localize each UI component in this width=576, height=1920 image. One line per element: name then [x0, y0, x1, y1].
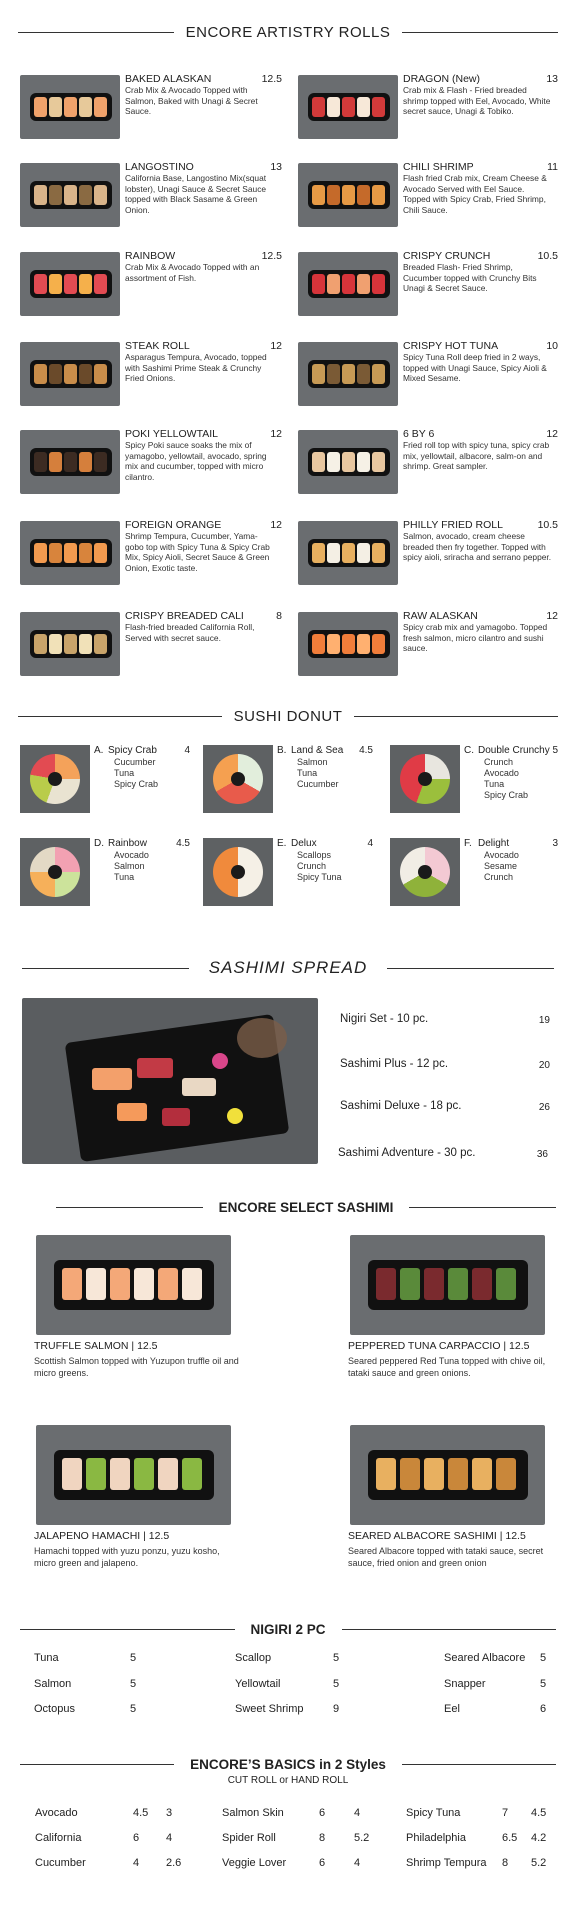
sashimi-slice — [424, 1458, 444, 1490]
roll-name: CRISPY BREADED CALI — [125, 610, 244, 622]
roll-item — [20, 73, 282, 153]
sashimi-slice — [400, 1268, 420, 1300]
sashimi-slice — [400, 1458, 420, 1490]
donut-photo — [390, 838, 460, 906]
sashimi-spread-header — [22, 958, 554, 978]
basic-roll-name: Shrimp Tempura — [406, 1857, 487, 1869]
nigiri-price: 5 — [540, 1678, 547, 1690]
donut-letter: C. — [464, 745, 474, 756]
roll-name: LANGOSTINO — [125, 161, 194, 173]
donut-letter: A. — [94, 745, 104, 756]
cut-roll-price: 7 — [502, 1807, 509, 1819]
roll-name: POKI YELLOWTAIL — [125, 428, 218, 440]
roll-name: CRISPY HOT TUNA — [403, 340, 499, 352]
roll-item — [298, 428, 558, 508]
salmon-slice — [92, 1068, 132, 1090]
donut-name: Land & Sea — [291, 745, 344, 756]
donut-center — [48, 772, 62, 786]
roll-price: 8 — [276, 610, 282, 622]
select-sashimi-item — [34, 1340, 239, 1379]
sashimi-set-price: 20 — [538, 1060, 550, 1071]
donut-ingredients: Crunch Avocado Tuna Spicy Crab — [484, 757, 529, 800]
basic-roll-name: Cucumber — [35, 1857, 86, 1869]
cut-roll-price: 4 — [133, 1857, 140, 1869]
nigiri-price: 5 — [540, 1652, 547, 1664]
roll-description: Crab Mix & Avocado Topped with an assortment of Fish. — [125, 262, 260, 283]
roll-name: CHILI SHRIMP — [403, 161, 474, 173]
sashimi-slice — [134, 1268, 154, 1300]
roll-price: 13 — [546, 73, 558, 85]
sashimi-spread-photo — [22, 998, 318, 1164]
sashimi-set-row — [340, 1058, 550, 1070]
hand-roll-price: 4.5 — [531, 1807, 547, 1819]
roll-name: STEAK ROLL — [125, 340, 190, 352]
sashimi-slice — [448, 1268, 468, 1300]
sashimi-slice — [182, 1458, 202, 1490]
sashimi-name: JALAPENO HAMACHI | 12.5 — [34, 1530, 170, 1542]
cut-roll-price: 4.5 — [133, 1807, 149, 1819]
roll-description: Salmon, avocado, cream cheese breaded then fry together. Topped with spicy aioli, sriracha and serrano pepper. — [403, 531, 552, 563]
donut-letter: D. — [94, 838, 104, 849]
hand-roll-price: 2.6 — [166, 1857, 182, 1869]
roll-description: Spicy crab mix and yamagobo. Topped fresh salmon, micro cilantro and sushi sauce. — [403, 622, 548, 654]
sashimi-slice — [158, 1268, 178, 1300]
nigiri-header — [20, 1622, 556, 1637]
roll-item — [298, 73, 558, 153]
donut-ingredients: Cucumber Tuna Spicy Crab — [114, 757, 159, 789]
sashimi-set-price: 36 — [536, 1149, 548, 1160]
sashimi-slice — [376, 1458, 396, 1490]
basic-roll-name: Veggie Lover — [222, 1857, 287, 1869]
sashimi-slice — [110, 1458, 130, 1490]
roll-name: CRISPY CRUNCH — [403, 250, 491, 262]
nigiri-item — [34, 1678, 140, 1690]
donut-center — [418, 772, 432, 786]
salmon-slice — [117, 1103, 147, 1121]
donut-center — [231, 772, 245, 786]
roll-item — [298, 610, 558, 690]
donut-letter: E. — [277, 838, 287, 849]
section-title: ENCORE’S BASICS in 2 Styles — [190, 1757, 386, 1772]
roll-price: 10.5 — [537, 250, 558, 262]
sashimi-name: SEARED ALBACORE SASHIMI | 12.5 — [348, 1530, 526, 1542]
donut-item — [20, 745, 190, 815]
divider-line — [18, 32, 174, 33]
seaweed-garnish — [237, 1018, 287, 1058]
roll-description: Shrimp Tempura, Cucumber, Yama-gobo top with Spicy Tuna & Spicy Crab Mix, Spicy Aioli, Secret Sauce & Green Onion, Exotic taste. — [125, 531, 270, 573]
basic-roll-name: Spider Roll — [222, 1832, 276, 1844]
select-sashimi-item — [348, 1340, 553, 1379]
cut-roll-price: 6 — [319, 1857, 326, 1869]
sashimi-set-name: Sashimi Deluxe - 18 pc. — [340, 1100, 462, 1112]
basic-roll-item — [406, 1807, 551, 1819]
sashimi-slice — [448, 1458, 468, 1490]
basic-roll-name: Salmon Skin — [222, 1807, 284, 1819]
nigiri-name: Tuna — [34, 1652, 59, 1664]
sashimi-name: PEPPERED TUNA CARPACCIO | 12.5 — [348, 1340, 530, 1352]
flower-garnish — [212, 1053, 228, 1069]
basics-header — [20, 1757, 556, 1772]
roll-name: FOREIGN ORANGE — [125, 519, 222, 531]
cut-roll-price: 6.5 — [502, 1832, 518, 1844]
roll-price: 10.5 — [537, 519, 558, 531]
roll-price: 12.5 — [261, 73, 282, 85]
basics-subtitle: CUT ROLL or HAND ROLL — [227, 1775, 349, 1786]
roll-price: 12 — [270, 428, 282, 440]
sashimi-slice — [472, 1458, 492, 1490]
sashimi-description: Hamachi topped with yuzu ponzu, yuzu kosho, micro green and jalapeno. — [34, 1546, 220, 1568]
basic-roll-name: Spicy Tuna — [406, 1807, 461, 1819]
section-title: NIGIRI 2 PC — [250, 1622, 326, 1637]
sashimi-set-name: Sashimi Adventure - 30 pc. — [338, 1147, 476, 1159]
select-sashimi-item — [34, 1530, 239, 1569]
roll-price: 12.5 — [261, 250, 282, 262]
basic-roll-item — [222, 1807, 374, 1819]
donut-ingredients: Avocado Sesame Crunch — [484, 850, 519, 882]
divider-line — [342, 1629, 557, 1630]
roll-description: Spicy Tuna Roll deep fried in 2 ways, topped with Unagi Sauce, Spicy Aioli & Mixed Sesame. — [403, 352, 547, 384]
donut-center — [418, 865, 432, 879]
hand-roll-price: 5.2 — [354, 1832, 370, 1844]
sashimi-slice — [62, 1458, 82, 1490]
basic-roll-name: Philadelphia — [406, 1832, 466, 1844]
sashimi-photo — [350, 1235, 545, 1335]
cut-roll-price: 6 — [133, 1832, 140, 1844]
donut-item — [20, 838, 190, 908]
hand-roll-price: 4 — [166, 1832, 173, 1844]
divider-line — [387, 968, 554, 969]
nigiri-price: 5 — [130, 1652, 137, 1664]
roll-price: 13 — [270, 161, 282, 173]
roll-price: 12 — [270, 340, 282, 352]
roll-description: Fried roll top with spicy tuna, spicy crab mix, yellowtail, albacore, salm-on and shrimp. Great sampler. — [403, 440, 550, 472]
sashimi-slice — [376, 1268, 396, 1300]
tuna-slice — [137, 1058, 173, 1078]
basic-roll-item — [35, 1857, 186, 1869]
nigiri-item — [444, 1703, 550, 1715]
donut-item — [203, 745, 373, 815]
sashimi-set-name: Nigiri Set - 10 pc. — [340, 1013, 429, 1025]
sashimi-slice — [496, 1458, 516, 1490]
roll-item — [298, 340, 558, 420]
nigiri-name: Scallop — [235, 1652, 272, 1664]
divider-line — [20, 1629, 235, 1630]
donut-item — [390, 745, 558, 815]
divider-line — [402, 32, 558, 33]
donut-center — [48, 865, 62, 879]
donut-price: 3 — [552, 838, 558, 849]
roll-description: Flash fried Crab mix, Cream Cheese & Avocado Served with Eel Sauce. Topped with Spicy Crab, Fried Shrimp, Chili Sauce. — [403, 173, 547, 215]
basic-roll-item — [406, 1832, 551, 1844]
section-title: ENCORE SELECT SASHIMI — [218, 1200, 394, 1215]
roll-description: Crab mix & Flash - Fried breaded shrimp topped with Eel, Avocado, White secret sauce, Unagi & Tobiko. — [403, 85, 551, 117]
donut-header — [18, 708, 558, 725]
section-title: SASHIMI SPREAD — [208, 958, 368, 977]
sashimi-photo — [36, 1425, 231, 1525]
donut-price: 4.5 — [359, 745, 373, 756]
nigiri-item — [444, 1678, 550, 1690]
donut-photo — [20, 745, 90, 813]
roll-description: Asparagus Tempura, Avocado, topped with Sashimi Prime Steak & Crunchy Fried Onions. — [125, 352, 267, 384]
roll-item — [20, 428, 282, 508]
basic-roll-item — [222, 1832, 374, 1844]
donut-price: 4.5 — [176, 838, 190, 849]
donut-name: Rainbow — [108, 838, 147, 849]
divider-line — [354, 716, 558, 717]
sashimi-slice — [62, 1268, 82, 1300]
roll-name: DRAGON (New) — [403, 73, 481, 85]
cut-roll-price: 6 — [319, 1807, 326, 1819]
roll-item — [20, 161, 282, 241]
roll-item — [20, 340, 282, 420]
donut-item — [390, 838, 558, 908]
sashimi-slice — [158, 1458, 178, 1490]
donut-item — [203, 838, 373, 908]
sashimi-set-row — [338, 1147, 548, 1159]
sashimi-set-price: 19 — [538, 1015, 550, 1026]
roll-price: 12 — [546, 428, 558, 440]
roll-name: RAINBOW — [125, 250, 176, 262]
roll-price: 12 — [546, 610, 558, 622]
donut-letter: B. — [277, 745, 287, 756]
roll-item — [298, 250, 558, 330]
nigiri-item — [34, 1652, 140, 1664]
roll-price: 12 — [270, 519, 282, 531]
nigiri-price: 5 — [333, 1652, 340, 1664]
nigiri-name: Yellowtail — [235, 1678, 281, 1690]
basic-roll-name: Avocado — [35, 1807, 78, 1819]
nigiri-name: Octopus — [34, 1703, 75, 1715]
sashimi-set-name: Sashimi Plus - 12 pc. — [340, 1058, 449, 1070]
nigiri-item — [235, 1678, 343, 1690]
cut-roll-price: 8 — [502, 1857, 509, 1869]
select-sashimi-header — [56, 1200, 556, 1215]
hand-roll-price: 3 — [166, 1807, 173, 1819]
roll-name: PHILLY FRIED ROLL — [403, 519, 503, 531]
nigiri-name: Eel — [444, 1703, 460, 1715]
donut-ingredients: Scallops Crunch Spicy Tuna — [297, 850, 342, 882]
basic-roll-item — [35, 1832, 186, 1844]
nigiri-item — [235, 1652, 343, 1664]
donut-ingredients: Avocado Salmon Tuna — [114, 850, 149, 882]
sashimi-set-price: 26 — [538, 1102, 550, 1113]
roll-name: 6 BY 6 — [403, 428, 435, 440]
basic-roll-item — [222, 1857, 374, 1869]
donut-price: 5 — [552, 745, 558, 756]
select-sashimi-item — [348, 1530, 553, 1569]
roll-item — [298, 161, 558, 241]
donut-letter: F. — [464, 838, 472, 849]
donut-photo — [390, 745, 460, 813]
donut-name: Double Crunchy — [478, 745, 550, 756]
roll-item — [20, 519, 282, 599]
sashimi-slice — [182, 1268, 202, 1300]
nigiri-name: Snapper — [444, 1678, 486, 1690]
sashimi-slice — [86, 1268, 106, 1300]
section-title: ENCORE ARTISTRY ROLLS — [185, 24, 391, 41]
donut-name: Spicy Crab — [108, 745, 157, 756]
sashimi-photo — [350, 1425, 545, 1525]
donut-name: Delux — [291, 838, 317, 849]
hand-roll-price: 5.2 — [531, 1857, 547, 1869]
roll-description: Flash-fried breaded California Roll, Served with secret sauce. — [125, 622, 255, 643]
roll-description: Crab Mix & Avocado Topped with Salmon, Baked with Unagi & Secret Sauce. — [125, 85, 258, 117]
hand-roll-price: 4 — [354, 1857, 361, 1869]
donut-photo — [203, 745, 273, 813]
roll-name: BAKED ALASKAN — [125, 73, 212, 85]
sashimi-slice — [496, 1268, 516, 1300]
divider-line — [20, 1764, 174, 1765]
donut-name: Delight — [478, 838, 510, 849]
cut-roll-price: 8 — [319, 1832, 326, 1844]
sashimi-name: TRUFFLE SALMON | 12.5 — [34, 1340, 158, 1352]
basic-roll-item — [406, 1857, 551, 1869]
roll-item — [298, 519, 558, 599]
donut-photo — [20, 838, 90, 906]
roll-description: Breaded Flash- Fried Shrimp, Cucumber topped with Crunchy Bits Unagi & Secret Sauce. — [403, 262, 537, 294]
nigiri-item — [235, 1703, 343, 1715]
sashimi-description: Seared Albacore topped with tataki sauce, secret sauce, fried onion and green onion — [348, 1546, 544, 1568]
sashimi-slice — [86, 1458, 106, 1490]
tuna-slice — [162, 1108, 190, 1126]
sashimi-slice — [110, 1268, 130, 1300]
roll-item — [20, 250, 282, 330]
nigiri-price: 6 — [540, 1703, 547, 1715]
sashimi-description: Seared peppered Red Tuna topped with chive oil, tataki sauce and green onions. — [348, 1356, 546, 1378]
nigiri-price: 5 — [130, 1703, 137, 1715]
sashimi-description: Scottish Salmon topped with Yuzupon truffle oil and micro greens. — [34, 1356, 239, 1378]
nigiri-price: 5 — [333, 1678, 340, 1690]
divider-line — [56, 1207, 203, 1208]
sashimi-set-row — [340, 1013, 550, 1025]
sashimi-slice — [134, 1458, 154, 1490]
roll-description: Spicy Poki sauce soaks the mix of yamagobo, yellowtail, avocado, spring mix and cucumber, topped with micro cilantro. — [125, 440, 267, 482]
sashimi-photo — [36, 1235, 231, 1335]
hand-roll-price: 4.2 — [531, 1832, 547, 1844]
nigiri-name: Seared Albacore — [444, 1652, 526, 1664]
nigiri-price: 9 — [333, 1703, 340, 1715]
donut-photo — [203, 838, 273, 906]
artistry-header — [18, 24, 558, 41]
section-title: SUSHI DONUT — [233, 708, 343, 725]
divider-line — [402, 1764, 556, 1765]
donut-ingredients: Salmon Tuna Cucumber — [297, 757, 339, 789]
sashimi-slice — [472, 1268, 492, 1300]
donut-price: 4 — [367, 838, 373, 849]
nigiri-item — [444, 1652, 550, 1664]
sashimi-set-row — [340, 1100, 550, 1112]
flower-garnish — [227, 1108, 243, 1124]
roll-item — [20, 610, 282, 690]
nigiri-name: Salmon — [34, 1678, 72, 1690]
roll-price: 11 — [547, 161, 558, 173]
basic-roll-item — [35, 1807, 186, 1819]
sashimi-slice — [424, 1268, 444, 1300]
roll-description: California Base, Langostino Mix(squat lobster), Unagi Sauce & Secret Sauce topped with Black Sasame & Green Onion. — [125, 173, 267, 215]
divider-line — [409, 1207, 556, 1208]
donut-center — [231, 865, 245, 879]
hand-roll-price: 4 — [354, 1807, 361, 1819]
nigiri-price: 5 — [130, 1678, 137, 1690]
divider-line — [18, 716, 222, 717]
nigiri-item — [34, 1703, 140, 1715]
nigiri-name: Sweet Shrimp — [235, 1703, 304, 1715]
donut-price: 4 — [184, 745, 190, 756]
roll-name: RAW ALASKAN — [403, 610, 478, 622]
basic-roll-name: California — [35, 1832, 82, 1844]
roll-price: 10 — [546, 340, 558, 352]
divider-line — [22, 968, 189, 969]
albacore-slice — [182, 1078, 216, 1096]
